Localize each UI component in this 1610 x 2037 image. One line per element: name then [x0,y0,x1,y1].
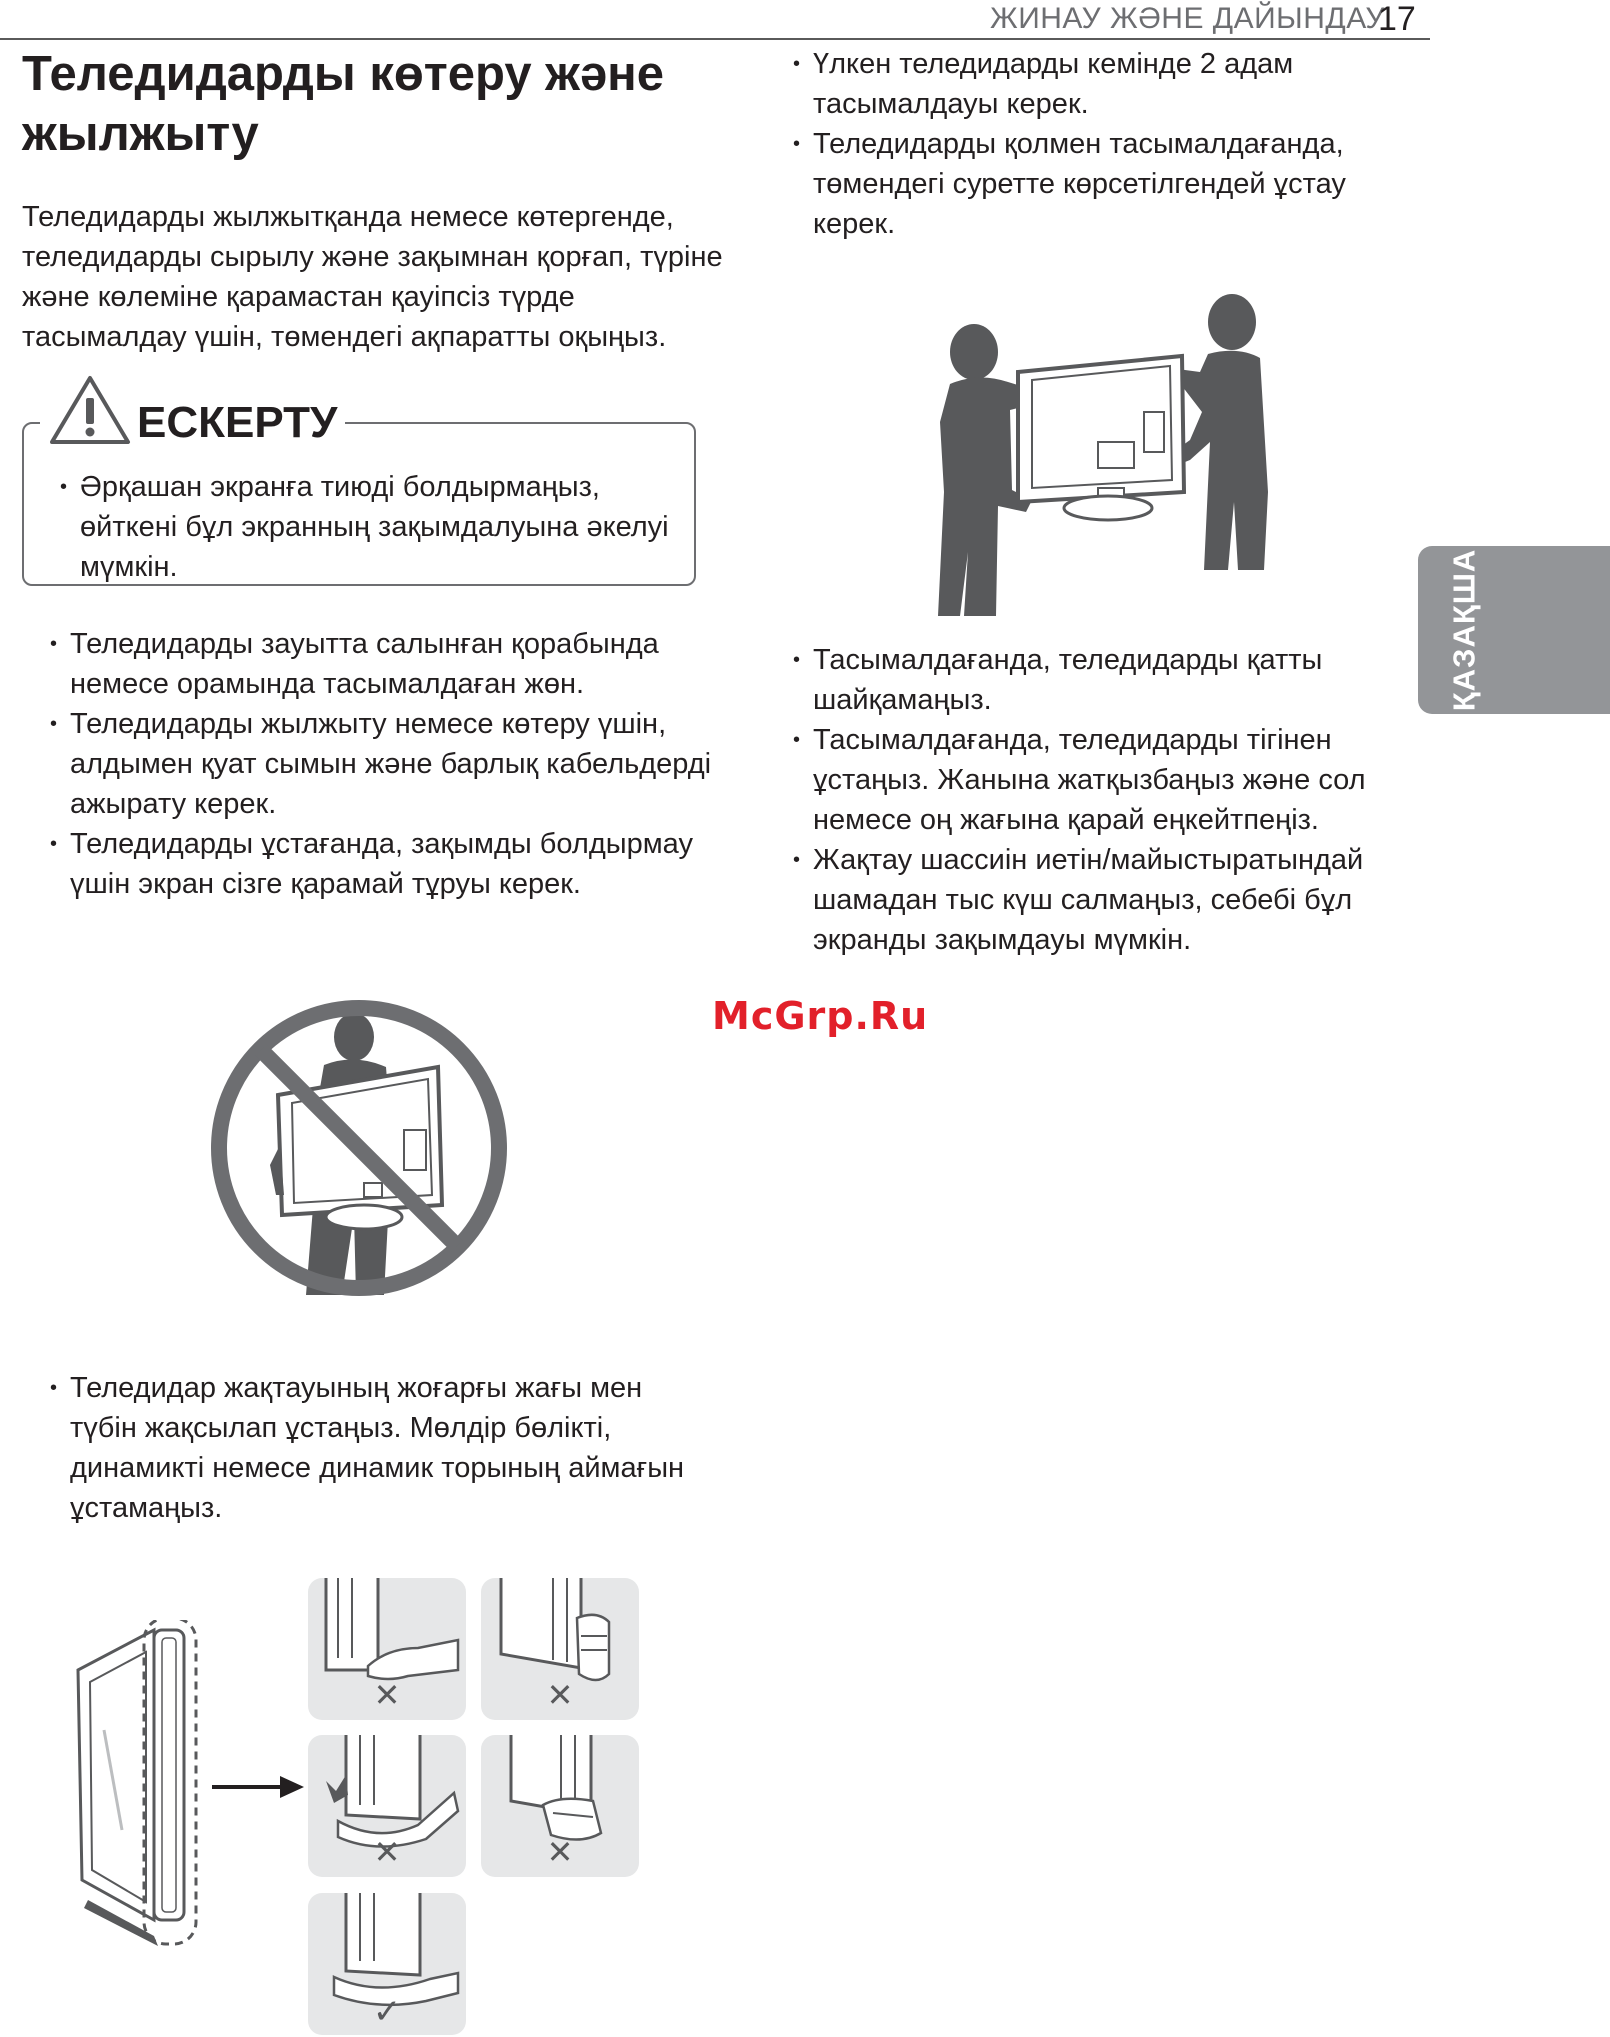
frame-grip-list [50,1368,690,1528]
list-item: • Тасымалдағанда, теледидарды тігінен ұстаңыз. Жанына жатқызбаңыз және сол немесе оң жағына қарай еңкейтпеңіз. [793,720,1413,840]
section-header: ЖИНАУ ЖӘНЕ ДАЙЫНДАУ [990,2,1385,35]
wrong-mark: ✕ [373,1676,401,1714]
transport-rules-list [793,640,1413,960]
language-tab-label: ҚАЗАҚША [1446,548,1482,712]
correct-mark: ✓ [372,1992,402,2032]
no-screen-facing-carry-illustration [206,995,512,1301]
watermark: McGrp.Ru [712,994,929,1038]
tv-side-frame-illustration [74,1620,218,1950]
grip-panel-wrong-4 [481,1735,639,1877]
caution-item: • Әрқашан экранға тиюді болдырмаңыз, өйткені бұл экранның зақымдалуына әкелуі мүмкін. [60,467,680,587]
wrong-mark: ✕ [546,1833,574,1871]
list-item: • Теледидарды қолмен тасымалдағанда, төмендегі суретте көрсетілгендей ұстау керек. [793,124,1413,244]
list-item: • Теледидарды зауытта салынған қорабында немесе орамында тасымалдаған жөн. [50,624,730,704]
caution-title: ЕСКЕРТУ [137,398,338,447]
page-title: Теледидарды көтеру және жылжыту [22,47,665,161]
caution-list [60,467,680,587]
arrow-right-icon [210,1772,306,1802]
list-item: • Үлкен теледидарды кемінде 2 адам тасымалдауы керек. [793,44,1413,124]
warning-icon [48,374,132,446]
list-item: • Тасымалдағанда, теледидарды қатты шайқамаңыз. [793,640,1413,720]
header-rule [0,38,1430,40]
list-item: • Жақтау шассиін иетін/майыстыратындай шамадан тыс күш салмаңыз, себебі бұл экранды зақымдауы мүмкін. [793,840,1413,960]
grip-panel-wrong-2 [481,1578,639,1720]
wrong-mark: ✕ [373,1833,401,1871]
two-person-carry-illustration [938,292,1268,616]
intro-paragraph: Теледидарды жылжытқанда немесе көтергенде, теледидарды сырылу және зақымнан қорғап, түріне және көлеміне қарамастан қауіпсіз түрде тасымалдау үшін, төмендегі ақпаратты оқыңыз. [22,201,723,353]
list-item: • Теледидар жақтауының жоғарғы жағы мен түбін жақсылап ұстаңыз. Мөлдір бөлікті, динамикті немесе динамик торының аймағын ұстамаңыз. [50,1368,690,1528]
language-tab [1418,546,1610,714]
list-item: • Теледидарды ұстағанда, зақымды болдырмау үшін экран сізге қарамай тұруы керек. [50,824,730,904]
list-item: • Теледидарды жылжыту немесе көтеру үшін, алдымен қуат сымын және барлық кабельдерді ажырату керек. [50,704,730,824]
handling-list [50,624,730,904]
grip-panel-wrong-3 [308,1735,466,1877]
page-number: 17 [1378,0,1416,38]
grip-panel-wrong-1 [308,1578,466,1720]
grip-panel-correct [308,1893,466,2035]
wrong-mark: ✕ [546,1676,574,1714]
carrying-list [793,44,1413,244]
